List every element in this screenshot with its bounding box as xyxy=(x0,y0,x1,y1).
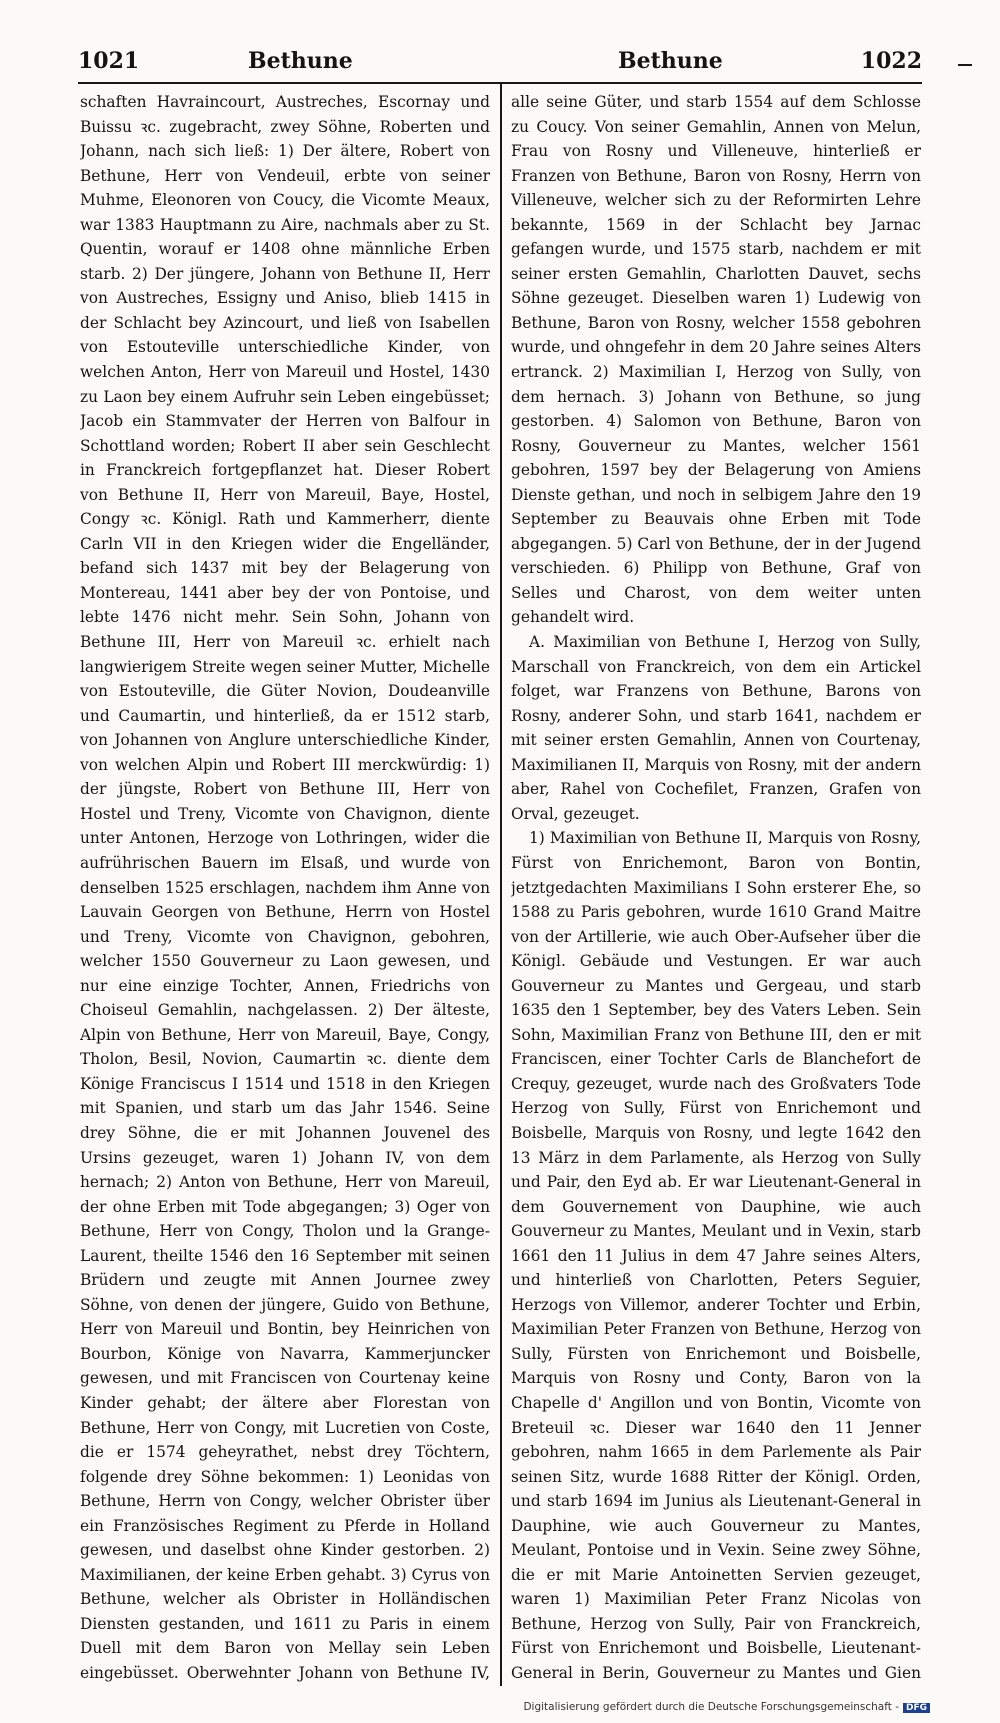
page-number-left: 1021 xyxy=(78,48,140,74)
page-number-right: 1022 xyxy=(860,48,922,74)
left-column xyxy=(80,90,490,1686)
paragraph: A. Maximilian von Bethune I, Herzog von Sully, Marschall von Franckreich, von dem ein Artickel folget, war Franzens von Bethune, Barons von Rosny, anderer Sohn, und starb 1641, nachdem er mit seiner ersten Gemahlin, Annen von Courtenay, Maximilianen II, Marquis von Rosny, mit der andern aber, Rahel von Cochefilet, Franzen, Grafen von Orval, gezeuget. xyxy=(511,633,921,823)
footer-text: Digitalisierung gefördert durch die Deutsche Forschungsgemeinschaft - xyxy=(523,1701,899,1713)
running-title-right: Bethune xyxy=(618,48,723,74)
paragraph: 1) Maximilian von Bethune II, Marquis von Rosny, Fürst von Enrichemont, Baron von Bontin, jetztgedachten Maximilians I Sohn ersterer Ehe, so 1588 zu Paris gebohren, wurde 1610 Grand Maitre von der Artillerie, wie auch Ober-Aufseher über die Königl. Gebäude und Vestungen. Er war auch Gouverneur zu Mantes und Gergeau, und starb 1635 den 1 September, bey des Vaters Leben. Sein Sohn, Maximilian Franz von Bethune III, den er mit Franciscen, einer Tochter Carls de Blanchefort de Crequy, gezeuget, wurde nach des Großvaters Tode Herzog von Sully, Fürst von Enrichemont und Boisbelle, Marquis von Rosny, und legte 1642 den 13 März in dem Parlamente, als Herzog von Sully und Pair, den Eyd ab. Er war Lieutenant-General in dem Gouvernement von Dauphine, wie auch Gouverneur zu Mantes, Meulant und in Vexin, starb 1661 den 11 Julius in dem 47 Jahre seines Alters, und hinterließ von Charlotten, Peters Seguier, Herzogs von Villemor, anderer Tochter und Erbin, Maximilian Peter Franzen von Bethune, Herzog von Sully, Fürsten von Enrichemont und Boisbelle, Marquis von Rosny und Conty, Baron von la Chapelle d' Angillon und von Bontin, Vicomte von Breteuil ꝛc. Dieser war 1640 den 11 Jenner gebohren, nahm 1665 in dem Parlemente als Pair seinen Sitz, wurde 1688 Ritter der Königl. Orden, und starb 1694 im Junius als Lieutenant-General in Dauphine, wie auch Gouverneur zu Mantes, Meulant, Pontoise und in Vexin. Seine zwey Söhne, die er mit Marie Antoinetten Servien gezeuget, waren 1) Maximilian Peter Franz Nicolas von Bethune, Herzog von Sully, Pair von Franckreich, Fürst von Enrichemont und Boisbelle, Lieutenant-General in Berin, Gouverneur zu Mantes und Gien xyxy=(511,829,921,1682)
right-column xyxy=(511,90,921,1686)
running-title-left: Bethune xyxy=(248,48,353,74)
paragraph: alle seine Güter, und starb 1554 auf dem Schlosse zu Coucy. Von seiner Gemahlin, Annen von Melun, Frau von Rosny und Villeneuve, hinterließ er Franzen von Bethune, Baron von Rosny, Herrn von Villeneuve, welcher sich zu der Reformirten Lehre bekannte, 1569 in der Schlacht bey Jarnac gefangen wurde, und 1575 starb, nachdem er mit seiner ersten Gemahlin, Charlotten Dauvet, sechs Söhne gezeuget. Dieselben waren 1) Ludewig von Bethune, Baron von Rosny, welcher 1558 gebohren wurde, und ohngefehr in dem 20 Jahre seines Alters ertranck. 2) Maximilian I, Herzog von Sully, von dem hernach. 3) Johann von Bethune, so jung gestorben. 4) Salomon von Bethune, Baron von Rosny, Gouverneur zu Mantes, welcher 1561 gebohren, 1597 bey der Belagerung von Amiens Dienste gethan, und noch in selbigem Jahre den 19 September zu Beauvais ohne Erben mit Tode abgegangen. 5) Carl von Bethune, der in der Jugend verschieden. 6) Philipp von Bethune, Graf von Selles und Charost, von dem weiter unten gehandelt wird. xyxy=(511,93,921,627)
digitization-footer xyxy=(523,1701,930,1713)
column-divider xyxy=(500,84,502,1686)
paragraph: schaften Havraincourt, Austreches, Escornay und Buissu ꝛc. zugebracht, zwey Söhne, Roberten und Johann, nach sich ließ: 1) Der ältere, Robert von Bethune, Herr von Vendeuil, erbte von seiner Muhme, Eleonoren von Coucy, die Vicomte Meaux, war 1383 Hauptmann zu Aire, nachmals aber zu St. Quentin, worauf er 1408 ohne männliche Erben starb. 2) Der jüngere, Johann von Bethune II, Herr von Austreches, Essigny und Aniso, blieb 1415 in der Schlacht bey Azincourt, und ließ von Isabellen von Estouteville unterschiedliche Kinder, von welchen Anton, Herr von Mareuil und Hostel, 1430 zu Laon bey einem Aufruhr sein Leben eingebüsset; Jacob ein Stammvater der Herren von Balfour in Schottland worden; Robert II aber sein Geschlecht in Franckreich fortgepflanzet hat. Dieser Robert von Bethune II, Herr von Mareuil, Baye, Hostel, Congy ꝛc. Königl. Rath und Kammerherr, diente Carln VII in den Kriegen wider die Engelländer, befand sich 1437 mit bey der Belagerung von Montereau, 1441 aber bey der von Pontoise, und lebte 1476 nicht mehr. Sein Sohn, Johann von Bethune III, Herr von Mareuil ꝛc. erhielt nach langwierigem Streite wegen seiner Mutter, Michelle von Estouteville, die Güter Novion, Doudeanville und Caumartin, und hinterließ, da er 1512 starb, von Johannen von Anglure unterschiedliche Kinder, von welchen Alpin und Robert III merckwürdig: 1) der jüngste, Robert von Bethune III, Herr von Hostel und Treny, Vicomte von Chavignon, diente unter Antonen, Herzoge von Lothringen, wider die aufrührischen Bauern im Elsaß, und wurde von denselben 1525 erschlagen, nachdem ihm Anne von Lauvain Georgen von Bethune, Herrn von Hostel und Treny, Vicomte von Chavignon, gebohren, welcher 1550 Gouverneur zu Laon gewesen, und nur eine einzige Tochter, Annen, Friedrichs von Choiseul Gemahlin, nachgelassen. 2) Der älteste, Alpin von Bethune, Herr von Mareuil, Baye, Congy, Tholon, Besil, Novion, Caumartin ꝛc. diente dem Könige Franciscus I 1514 und 1518 in den Kriegen mit Spanien, und starb um das Jahr 1546. Seine drey Söhne, die er mit Johannen Jouvenel des Ursins gezeuget, waren 1) Johann IV, von dem hernach; 2) Anton von Bethune, Herr von Mareuil, der ohne Erben mit Tode abgegangen; 3) Oger von Bethune, Herr von Congy, Tholon und la Grange-Laurent, theilte 1546 den 16 September mit seinen Brüdern und zeugte mit Annen Journee zwey Söhne, von denen der jüngere, Guido von Bethune, Herr von Mareuil und Bontin, bey Heinrichen von Bourbon, Könige von Navarra, Kammerjuncker gewesen, und mit Franciscen von Courtenay keine Kinder gehabt; der ältere aber Florestan von Bethune, Herr von Congy, mit Lucretien von Coste, die er 1574 geheyrathet, nebst drey Töchtern, folgende drey Söhne bekommen: 1) Leonidas von Bethune, Herrn von Congy, welcher Obrister über ein Französisches Regiment zu Pferde in Holland gewesen, und daselbst ohne Kinder gestorben. 2) Maximilianen, der keine Erben gehabt. 3) Cyrus von Bethune, welcher als Obrister in Holländischen Diensten gestanden, und 1611 zu Paris in einem Duell mit dem Baron von Mellay sein Leben eingebüsset. Oberwehnter Johann von Bethune IV, xyxy=(80,93,490,1682)
margin-mark xyxy=(958,64,972,66)
dfg-logo: DFG xyxy=(903,1703,930,1713)
running-header xyxy=(78,48,922,82)
